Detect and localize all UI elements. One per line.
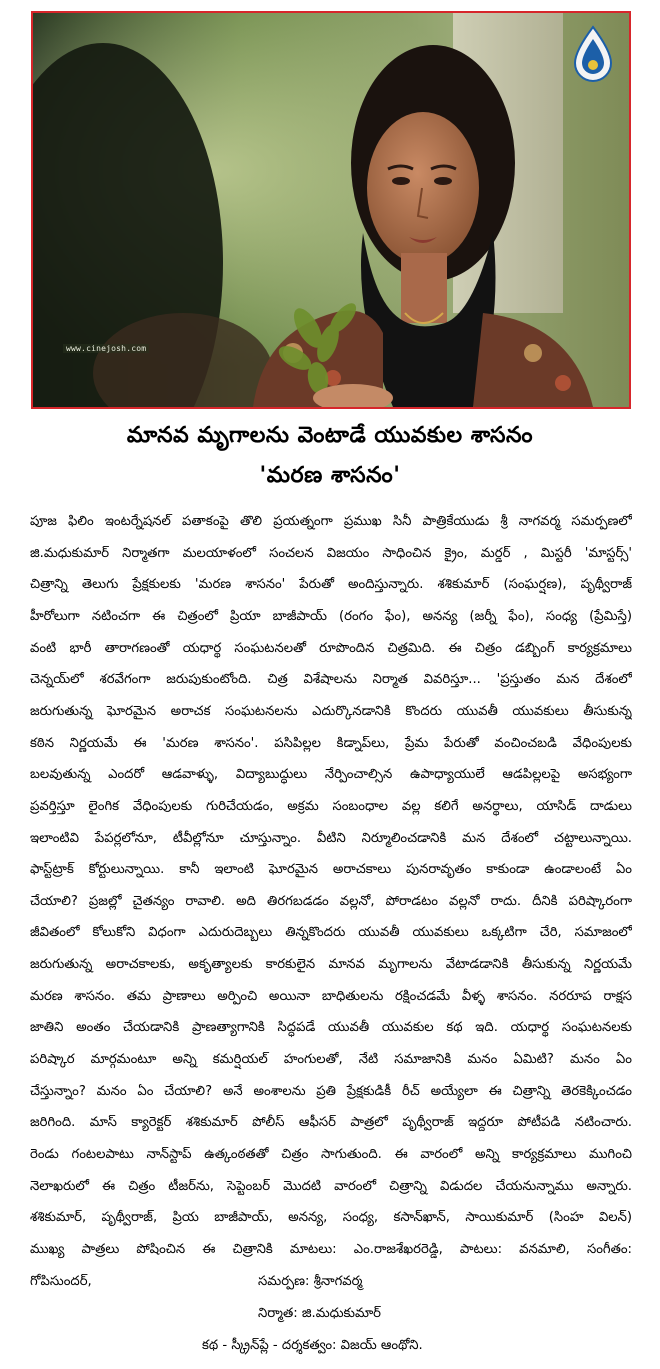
cinejosh-logo-icon — [571, 25, 615, 83]
article-line: వంటి భారీ తారాగణంతో యధార్థ సంఘటనలతో రూపొందిన చిత్రమిది. ఈ చిత్రం డబ్బింగ్ కార్యక్రమాలు — [30, 641, 632, 656]
article-line: పూజ ఫిలిం ఇంటర్నేషనల్ పతాకంపై తొలి ప్రయత్నంగా ప్రముఖ సినీ పాత్రికేయుడు శ్రీ నాగవర్మ సమర్పణలో — [30, 514, 632, 529]
article-line: నెలాఖరులో ఈ చిత్రం టీజర్‌ను, సెప్టెంబర్ మొదటి వారంలో చిత్రాన్ని విడుదల చేయనున్నాము అన్నారు. — [30, 1179, 632, 1194]
article-line: జరుగుతున్న అరాచకాలకు, అకృత్యాలకు కారకులైన మానవ మృగాలను వేటాడడానికి తీసుకున్న నిర్ణయమే — [30, 957, 632, 972]
article-line: బలవుతున్న ఎందరో ఆడవాళ్ళు, విద్యాబుద్ధులు నేర్పించాల్సిన ఉపాధ్యాయులే ఆడపిల్లలపై అసభ్యంగా — [30, 767, 632, 782]
credit-music-composer: గోపిసుందర్, — [30, 1274, 92, 1289]
article-line: జరిగింది. మాస్ క్యారెక్టర్ శశికుమార్ పోలీస్ ఆఫీసర్ పాత్రలో పృథ్వీరాజ్ ఇద్దరూ పోటీపడి నటించారు. — [30, 1115, 632, 1130]
article-line: ముఖ్య పాత్రలు పోషించిన ఈ చిత్రానికి మాటలు: ఎం.రాజశేఖరరెడ్డి, పాటలు: వనమాలి, సంగీతం: — [30, 1242, 632, 1257]
article-line: జరుగుతున్న ఘోరమైన అరాచక సంఘటనలను ఎదుర్కొనడానికి కొందరు యువతీ యువకులు తీసుకున్న — [30, 704, 632, 719]
article-line: జీవితంలో కోలుకోని విధంగా ఎదురుదెబ్బలు తిన్నకొందరు యువతీ యువకులు ఒక్కటిగా చేరి, సమాజంలో — [30, 925, 632, 940]
movie-title: 'మరణ శాసనం' — [259, 463, 401, 488]
article-line: జి.మధుకుమార్ నిర్మాతగా మలయాళంలో సంచలన విజయం సాధించిన క్రైం, మర్డర్ , మిస్టరీ 'మాస్టర్స్' — [30, 546, 632, 561]
article-line: మరణ శాసనం. తమ ప్రాణాలు అర్పించి అయినా బాధితులను రక్షించడమే వీళ్ళ శాసనం. నరరూప రాక్షస — [30, 989, 632, 1004]
watermark-url: www.cinejosh.com — [63, 344, 149, 353]
article-line: చెన్నయ్‌లో శరవేగంగా జరుపుకుంటోంది. చిత్ర విశేషాలను నిర్మాత వివరిస్తూ... 'ప్రస్తుతం మన దేశంలో — [30, 672, 632, 687]
article-line: ఫాస్ట్‌ట్రాక్ కోర్టులున్నాయి. కానీ ఇలాంటి ఘోరమైన అరాచకాలు పునరావృతం కాకుండా ఉండాలంటే ఏం — [30, 862, 632, 877]
article-line: ఇలాంటివి పేపర్లలోనూ, టీవీల్లోనూ చూస్తున్నాం. వీటిని నిర్మూలించడానికి మన దేశంలో చట్టాలున్నాయి. — [30, 831, 632, 846]
article-line: పరిష్కార మార్గమంటూ అన్ని కమర్షియల్ హంగులతో, నేటి సమాజానికి మనం ఏమిటి? మనం ఏం — [30, 1052, 632, 1067]
article-line: చిత్రాన్ని తెలుగు ప్రేక్షకులకు 'మరణ శాసనం' పేరుతో అందిస్తున్నారు. శశికుమార్ (సంఘర్షణ), పృథ్వీరాజ్ — [30, 577, 632, 592]
article-line: చేస్తున్నాం? మనం ఏం చేయాలి? అనే అంశాలను ప్రతి ప్రేక్షకుడికీ రీచ్ అయ్యేలా ఈ చిత్రాన్ని తెరకెక్కించడం — [30, 1084, 632, 1099]
article-line: కఠిన నిర్ణయమే ఈ 'మరణ శాసనం'. పసిపిల్లల కిడ్నాప్‌లు, ప్రేమ పేరుతో వంచించబడి వేధింపులకు — [30, 736, 632, 751]
article-line: ప్రవర్తిస్తూ లైంగిక వేధింపులకు గురిచేయడం, అక్రమ సంబంధాల వల్ల కలిగే అనర్థాలు, యాసిడ్ దాడులు — [30, 799, 632, 814]
article-line: శశికుమార్, పృథ్వీరాజ్, ప్రియ బాజీపాయ్, అనన్య, సంధ్య, కసాన్‌ఖాన్, సాయికుమార్ (సింహ విలన్) — [30, 1210, 632, 1225]
article-line: చేయాలి? ప్రజల్లో చైతన్యం రావాలి. అది తిరగబడడం వల్లనో, పోరాడటం వల్లనో రాదు. దీనికి పరిష్కారంగా — [30, 894, 632, 909]
article-line: హీరోలుగా నటించగా ఈ చిత్రంలో ప్రియా బాజీపాయ్ (రంగం ఫేం), అనన్య (జర్నీ ఫేం), సంధ్య (ప్రేమిస్తే) — [30, 609, 632, 624]
movie-still-photo — [31, 11, 631, 409]
credit-presenter: సమర్పణ: శ్రీనాగవర్మ — [258, 1274, 363, 1289]
article-line: జాతిని అంతం చేయడానికి ప్రాణత్యాగానికి సిద్ధపడే యువతీ యువకుల కథ ఇది. యధార్థ సంఘటనలకు — [30, 1020, 632, 1035]
credit-director: కథ - స్క్రీన్‌ప్లే - దర్శకత్వం: విజయ్ ఆంథోని. — [202, 1338, 423, 1353]
article-headline: మానవ మృగాలను వెంటాడే యువకుల శాసనం — [126, 423, 534, 448]
credit-producer: నిర్మాత: జి.మధుకుమార్ — [258, 1306, 381, 1321]
article-line: రెండు గంటలపాటు నాన్‌స్టాప్ ఉత్కంఠతతో చిత్రం సాగుతుంది. ఈ వారంలో అన్ని కార్యక్రమాలు ముగించి — [30, 1147, 632, 1162]
